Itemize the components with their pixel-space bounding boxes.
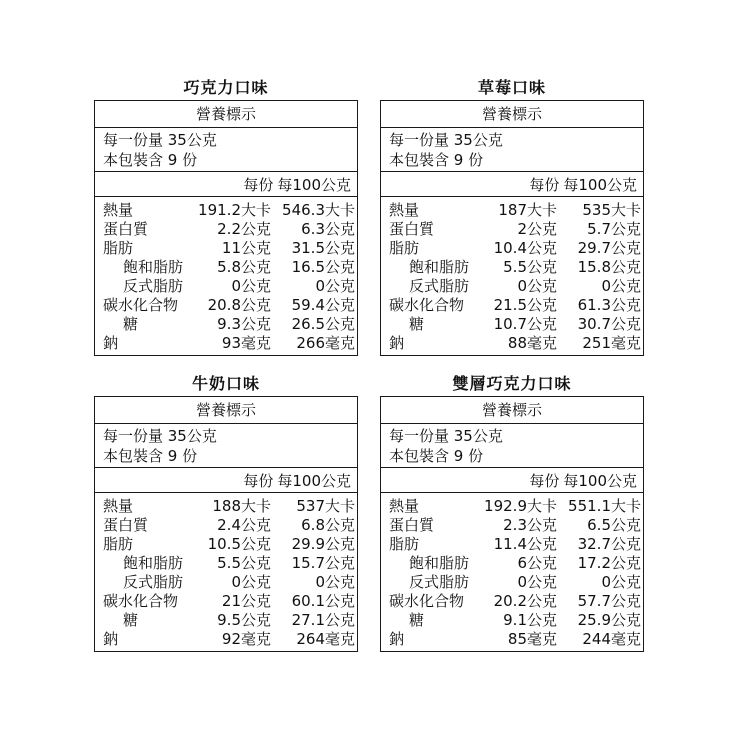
nutrient-row-saturated-fat	[381, 258, 643, 277]
nutrient-name: 碳水化合物	[103, 592, 179, 610]
nutrient-name: 飽和脂肪	[409, 554, 470, 572]
nutrient-row-trans-fat	[381, 573, 643, 592]
nutrient-row-saturated-fat	[95, 554, 357, 573]
per-100g-value: 5.7公克	[587, 220, 641, 238]
nutrient-rows	[381, 197, 643, 355]
per-serving-value: 6公克	[517, 554, 557, 572]
nutrient-name: 碳水化合物	[389, 296, 465, 314]
per-serving-value: 191.2大卡	[198, 201, 271, 219]
nutrient-row-carbohydrate	[95, 296, 357, 315]
nutrient-row-protein	[381, 516, 643, 535]
per-serving-value: 10.7公克	[493, 315, 557, 333]
per-serving-value: 2.2公克	[217, 220, 271, 238]
per-100g-value: 61.3公克	[577, 296, 641, 314]
per-serving-value: 11公克	[221, 239, 271, 257]
column-headers	[381, 172, 643, 197]
nutrient-name: 反式脂肪	[409, 277, 470, 295]
per-serving-value: 20.2公克	[493, 592, 557, 610]
nutrient-row-carbohydrate	[381, 592, 643, 611]
nutrient-name: 碳水化合物	[103, 296, 179, 314]
nutrient-row-fat	[95, 239, 357, 258]
per-100g-value: 6.5公克	[587, 516, 641, 534]
column-headers	[95, 468, 357, 493]
per-100g-value: 15.7公克	[291, 554, 355, 572]
per-serving-value: 0公克	[231, 573, 271, 591]
per-serving-value: 187大卡	[498, 201, 557, 219]
nutrition-label	[94, 396, 358, 652]
per-100g-value: 244毫克	[582, 630, 641, 648]
nutrient-row-saturated-fat	[381, 554, 643, 573]
nutrient-name: 反式脂肪	[123, 277, 184, 295]
nutrient-row-sodium	[95, 630, 357, 649]
servings-per-pack: 本包裝含 9 份	[389, 151, 484, 169]
nutrient-row-sodium	[381, 334, 643, 353]
label-header: 營養標示	[95, 101, 357, 128]
nutrient-row-protein	[381, 220, 643, 239]
panel-title: 草莓口味	[477, 78, 546, 97]
panel-title: 巧克力口味	[183, 78, 269, 97]
per-100g-value: 29.7公克	[577, 239, 641, 257]
col-per-serving: 每份	[529, 175, 560, 194]
nutrient-name: 蛋白質	[389, 516, 435, 534]
per-serving-value: 9.3公克	[217, 315, 271, 333]
per-serving-value: 5.8公克	[217, 258, 271, 276]
nutrient-name: 碳水化合物	[389, 592, 465, 610]
per-100g-value: 15.8公克	[577, 258, 641, 276]
per-serving-value: 11.4公克	[493, 535, 557, 553]
nutrient-row-sugar	[95, 315, 357, 334]
nutrient-name: 脂肪	[389, 535, 420, 553]
label-header: 營養標示	[95, 397, 357, 424]
servings-per-pack: 本包裝含 9 份	[389, 447, 484, 465]
per-100g-value: 31.5公克	[291, 239, 355, 257]
nutrient-row-sugar	[381, 315, 643, 334]
nutrient-row-sodium	[381, 630, 643, 649]
per-serving-value: 20.8公克	[207, 296, 271, 314]
nutrient-name: 熱量	[103, 201, 134, 219]
nutrition-label	[380, 100, 644, 356]
nutrient-row-trans-fat	[95, 277, 357, 296]
per-serving-value: 5.5公克	[217, 554, 271, 572]
nutrient-name: 蛋白質	[389, 220, 435, 238]
nutrient-name: 糖	[123, 315, 139, 333]
per-serving-value: 10.5公克	[207, 535, 271, 553]
nutrient-row-sugar	[381, 611, 643, 630]
per-100g-value: 0公克	[601, 573, 641, 591]
nutrient-row-energy	[95, 497, 357, 516]
per-100g-value: 32.7公克	[577, 535, 641, 553]
col-per-100g: 每100公克	[277, 471, 351, 490]
nutrition-panel-double-chocolate	[380, 372, 644, 652]
nutrient-name: 蛋白質	[103, 516, 149, 534]
column-headers	[95, 172, 357, 197]
per-100g-value: 60.1公克	[291, 592, 355, 610]
col-per-serving: 每份	[243, 175, 274, 194]
serving-size: 每一份量 35公克	[103, 131, 217, 149]
nutrient-name: 熱量	[389, 201, 420, 219]
per-serving-value: 2公克	[517, 220, 557, 238]
per-serving-value: 0公克	[517, 277, 557, 295]
panel-title: 牛奶口味	[191, 374, 260, 393]
per-100g-value: 25.9公克	[577, 611, 641, 629]
per-100g-value: 0公克	[601, 277, 641, 295]
servings-per-pack: 本包裝含 9 份	[103, 447, 198, 465]
nutrient-row-energy	[381, 201, 643, 220]
nutrient-row-saturated-fat	[95, 258, 357, 277]
nutrient-name: 反式脂肪	[409, 573, 470, 591]
nutrient-name: 鈉	[103, 630, 119, 648]
per-serving-value: 2.4公克	[217, 516, 271, 534]
nutrition-label	[380, 396, 644, 652]
serving-info	[381, 128, 643, 172]
per-serving-value: 192.9大卡	[484, 497, 557, 515]
nutrient-name: 鈉	[103, 334, 119, 352]
nutrient-row-protein	[95, 220, 357, 239]
nutrient-name: 糖	[409, 611, 425, 629]
col-per-100g: 每100公克	[277, 175, 351, 194]
nutrition-panel-strawberry	[380, 76, 644, 356]
per-100g-value: 26.5公克	[291, 315, 355, 333]
per-serving-value: 21公克	[221, 592, 271, 610]
per-100g-value: 537大卡	[296, 497, 355, 515]
nutrient-name: 熱量	[389, 497, 420, 515]
nutrient-row-sodium	[95, 334, 357, 353]
label-header: 營養標示	[381, 397, 643, 424]
nutrient-name: 脂肪	[389, 239, 420, 257]
nutrient-row-fat	[381, 239, 643, 258]
nutrient-row-fat	[381, 535, 643, 554]
nutrient-row-energy	[95, 201, 357, 220]
per-serving-value: 188大卡	[212, 497, 271, 515]
nutrition-panel-milk	[94, 372, 358, 652]
per-serving-value: 21.5公克	[493, 296, 557, 314]
per-serving-value: 10.4公克	[493, 239, 557, 257]
per-100g-value: 57.7公克	[577, 592, 641, 610]
per-100g-value: 29.9公克	[291, 535, 355, 553]
per-serving-value: 2.3公克	[503, 516, 557, 534]
serving-size: 每一份量 35公克	[389, 427, 503, 445]
col-per-100g: 每100公克	[563, 175, 637, 194]
serving-size: 每一份量 35公克	[103, 427, 217, 445]
nutrient-name: 糖	[123, 611, 139, 629]
nutrition-panel-chocolate	[94, 76, 358, 356]
serving-info	[95, 424, 357, 468]
per-serving-value: 9.5公克	[217, 611, 271, 629]
serving-size: 每一份量 35公克	[389, 131, 503, 149]
per-100g-value: 17.2公克	[577, 554, 641, 572]
per-serving-value: 0公克	[231, 277, 271, 295]
nutrient-name: 脂肪	[103, 239, 134, 257]
column-headers	[381, 468, 643, 493]
col-per-serving: 每份	[529, 471, 560, 490]
per-100g-value: 27.1公克	[291, 611, 355, 629]
nutrient-name: 糖	[409, 315, 425, 333]
nutrient-rows	[95, 197, 357, 355]
nutrition-label	[94, 100, 358, 356]
nutrient-name: 脂肪	[103, 535, 134, 553]
nutrient-name: 飽和脂肪	[409, 258, 470, 276]
nutrient-name: 飽和脂肪	[123, 258, 184, 276]
per-serving-value: 0公克	[517, 573, 557, 591]
per-100g-value: 16.5公克	[291, 258, 355, 276]
per-serving-value: 9.1公克	[503, 611, 557, 629]
per-100g-value: 535大卡	[582, 201, 641, 219]
per-serving-value: 5.5公克	[503, 258, 557, 276]
col-per-serving: 每份	[243, 471, 274, 490]
per-100g-value: 30.7公克	[577, 315, 641, 333]
per-serving-value: 92毫克	[221, 630, 271, 648]
per-100g-value: 59.4公克	[291, 296, 355, 314]
per-serving-value: 93毫克	[221, 334, 271, 352]
serving-info	[381, 424, 643, 468]
col-per-100g: 每100公克	[563, 471, 637, 490]
serving-info	[95, 128, 357, 172]
nutrient-row-sugar	[95, 611, 357, 630]
nutrient-row-energy	[381, 497, 643, 516]
per-serving-value: 85毫克	[507, 630, 557, 648]
per-100g-value: 0公克	[315, 277, 355, 295]
nutrient-name: 反式脂肪	[123, 573, 184, 591]
nutrient-row-trans-fat	[95, 573, 357, 592]
per-100g-value: 266毫克	[296, 334, 355, 352]
nutrient-row-carbohydrate	[95, 592, 357, 611]
per-100g-value: 546.3大卡	[282, 201, 355, 219]
nutrient-name: 鈉	[389, 334, 405, 352]
per-100g-value: 6.3公克	[301, 220, 355, 238]
servings-per-pack: 本包裝含 9 份	[103, 151, 198, 169]
nutrient-name: 飽和脂肪	[123, 554, 184, 572]
per-100g-value: 264毫克	[296, 630, 355, 648]
per-100g-value: 6.8公克	[301, 516, 355, 534]
nutrient-name: 熱量	[103, 497, 134, 515]
label-header: 營養標示	[381, 101, 643, 128]
nutrient-row-carbohydrate	[381, 296, 643, 315]
nutrient-rows	[381, 493, 643, 651]
per-serving-value: 88毫克	[507, 334, 557, 352]
nutrient-name: 蛋白質	[103, 220, 149, 238]
nutrient-row-protein	[95, 516, 357, 535]
per-100g-value: 0公克	[315, 573, 355, 591]
nutrient-rows	[95, 493, 357, 651]
nutrient-row-trans-fat	[381, 277, 643, 296]
panel-title: 雙層巧克力口味	[452, 374, 572, 393]
per-100g-value: 551.1大卡	[568, 497, 641, 515]
per-100g-value: 251毫克	[582, 334, 641, 352]
nutrient-row-fat	[95, 535, 357, 554]
nutrient-name: 鈉	[389, 630, 405, 648]
